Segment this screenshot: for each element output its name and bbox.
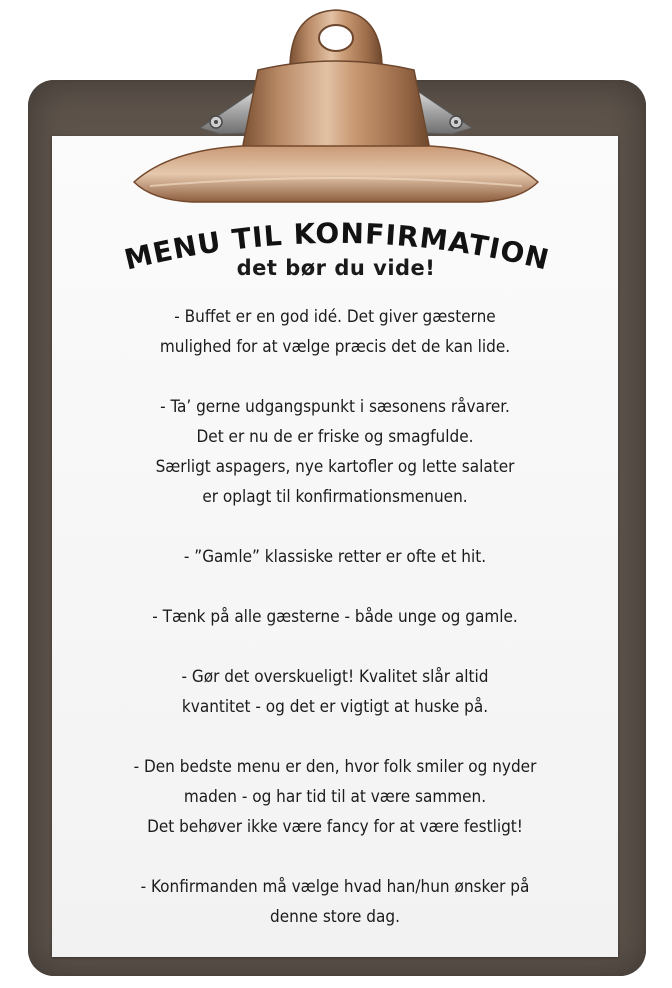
tip-line: denne store dag. <box>270 907 400 927</box>
tip-item <box>100 602 570 632</box>
tip-item <box>100 542 570 572</box>
tip-line: - Ta’ gerne udgangspunkt i sæsonens råvarer. <box>160 397 510 417</box>
tip-line: er oplagt til konfirmationsmenuen. <box>202 487 468 507</box>
tip-line: - Tænk på alle gæsterne - både unge og gamle. <box>152 607 518 627</box>
tip-line: Det behøver ikke være fancy for at være festligt! <box>147 817 523 837</box>
menu-title-text: MENU TIL KONFIRMATION <box>121 216 553 276</box>
tip-line: - Konfirmanden må vælge hvad han/hun ønsker på <box>140 877 530 897</box>
menu-subtitle: det bør du vide! <box>236 256 436 280</box>
tip-line: kvantitet - og det er vigtigt at huske på. <box>181 697 489 717</box>
tip-line: Særligt aspagers, nye kartofler og lette salater <box>155 457 515 477</box>
tips-list <box>100 302 570 962</box>
clipboard-clip-icon <box>0 0 672 240</box>
tip-line: - Buffet er en god idé. Det giver gæsterne <box>174 307 496 327</box>
tip-item <box>100 302 570 362</box>
tip-line: Det er nu de er friske og smagfulde. <box>196 427 474 447</box>
tip-item <box>100 392 570 512</box>
tip-line: - ”Gamle” klassiske retter er ofte et hit. <box>183 547 487 567</box>
tip-item <box>100 752 570 842</box>
tip-line: maden - og har tid til at være sammen. <box>183 787 487 807</box>
tip-line: - Gør det overskueligt! Kvalitet slår altid <box>181 667 489 687</box>
tip-item <box>100 872 570 932</box>
tip-line: mulighed for at vælge præcis det de kan lide. <box>159 337 511 357</box>
tip-line: - Den bedste menu er den, hvor folk smiler og nyder <box>133 757 537 777</box>
tip-item <box>100 662 570 722</box>
